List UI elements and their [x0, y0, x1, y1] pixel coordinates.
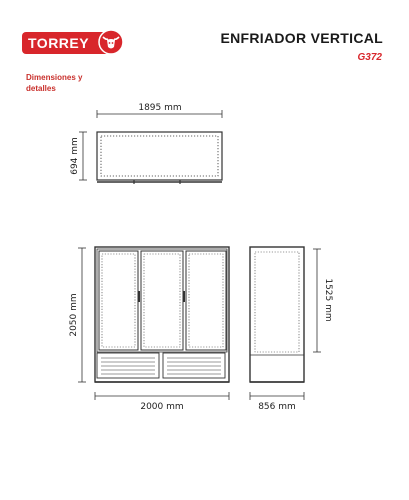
- door-frame: [97, 249, 227, 352]
- top-view-outline: [97, 132, 222, 180]
- page-title: ENFRIADOR VERTICAL: [220, 30, 383, 46]
- side-height-label: 1525 mm: [323, 278, 333, 322]
- front-width-label: 2000 mm: [140, 402, 184, 412]
- door-handle: [183, 291, 185, 302]
- front-height-label: 2050 mm: [69, 293, 79, 337]
- door-right: [186, 251, 226, 350]
- door-left-glass: [102, 254, 135, 347]
- side-outline: [250, 247, 304, 382]
- side-depth-label: 856 mm: [258, 402, 296, 412]
- logo-text: TORREY: [28, 35, 90, 51]
- top-view: [79, 110, 222, 184]
- front-view: [78, 247, 229, 400]
- model-code: G372: [357, 52, 382, 63]
- door-handle: [138, 291, 140, 302]
- side-inner: [255, 252, 299, 352]
- top-width-label: 1895 mm: [138, 103, 182, 113]
- grille-slats: [101, 358, 221, 374]
- door-left: [99, 251, 138, 350]
- top-depth-label: 694 mm: [70, 137, 80, 175]
- top-view-inner: [101, 136, 218, 176]
- door-right-glass: [189, 254, 223, 347]
- side-view: [250, 247, 321, 400]
- door-center-glass: [144, 254, 180, 347]
- section-heading: Dimensiones y detalles: [26, 73, 83, 93]
- door-center: [141, 251, 183, 350]
